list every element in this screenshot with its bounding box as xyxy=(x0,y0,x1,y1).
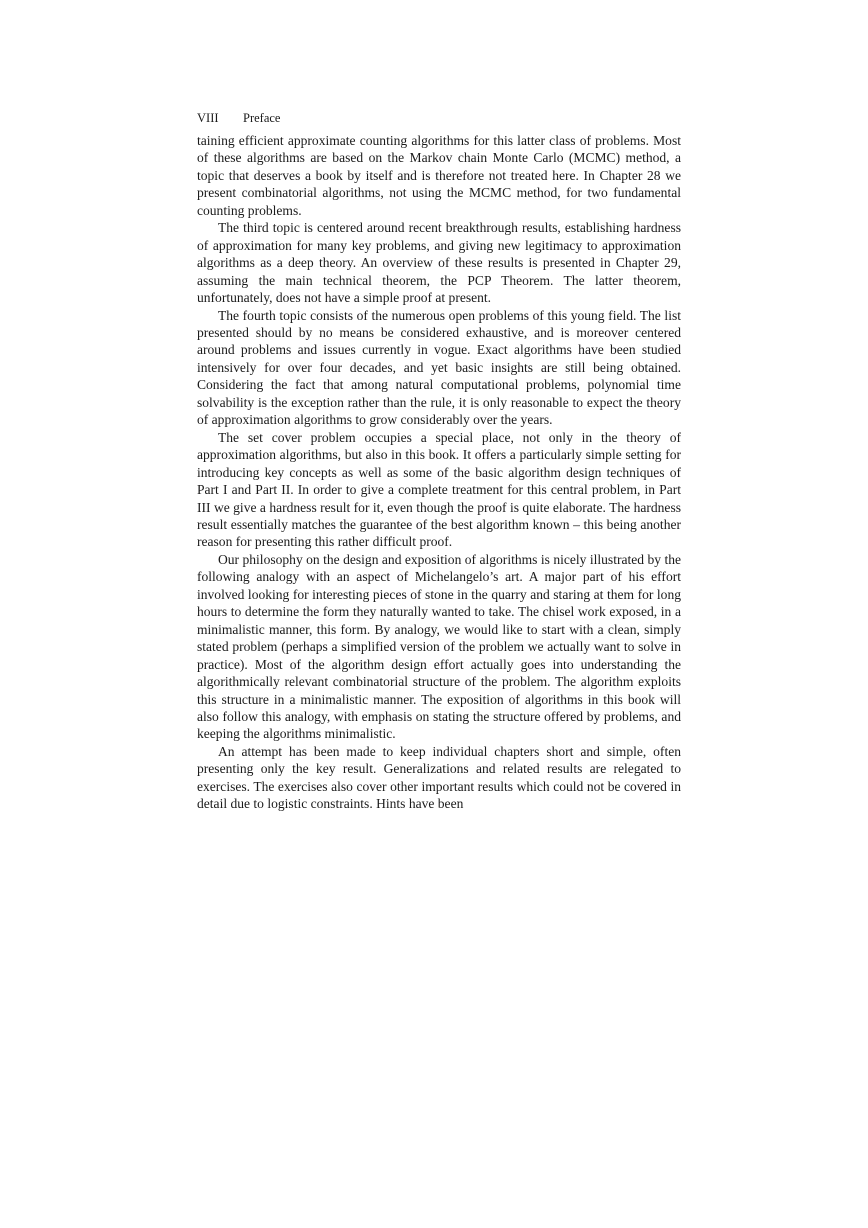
paragraph-philosophy: Our philosophy on the design and exposition of algorithms is nicely illustrated by the following analogy with an aspect of Michelangelo’s art. A major part of his effort involved looking for interesting pieces of stone in the quarry and staring at them for long hours to determine the form they naturally wanted to take. The chisel work exposed, in a minimalistic manner, this form. By analogy, we would like to start with a clean, simply stated problem (perhaps a simplified version of the problem we actually want to solve in practice). Most of the algorithm design effort actually goes into understanding the algorithmically relevant combinatorial structure of the problem. The algorithm exploits this structure in a minimalistic manner. The exposition of algorithms in this book will also follow this analogy, with emphasis on stating the structure offered by problems, and keeping the algorithms minimalistic. xyxy=(197,551,681,742)
running-head xyxy=(197,110,681,126)
paragraph-third-topic: The third topic is centered around recent breakthrough results, establishing hardness of approximation for many key problems, and giving new legitimacy to approximation algorithms as a deep theory. An overview of these results is presented in Chapter 29, assuming the main technical theorem, the PCP Theorem. The latter theorem, unfortunately, does not have a simple proof at present. xyxy=(197,220,681,306)
body-text xyxy=(197,132,681,813)
book-page xyxy=(197,110,681,813)
paragraph-continuation: taining efficient approximate counting algorithms for this latter class of problems. Most of these algorithms are based on the Markov chain Monte Carlo (MCMC) method, a topic that deserves a book by itself and is therefore not treated here. In Chapter 28 we present combinatorial algorithms, not using the MCMC method, for two fundamental counting problems. xyxy=(197,133,681,218)
section-title: Preface xyxy=(243,111,281,125)
paragraph-fourth-topic: The fourth topic consists of the numerous open problems of this young field. The list presented should by no means be considered exhaustive, and is moreover centered around problems and issues currently in vogue. Exact algorithms have been studied intensively for over four decades, and yet basic insights are still being obtained. Considering the fact that among natural computational problems, polynomial time solvability is the exception rather than the rule, it is only reasonable to expect the theory of approximation algorithms to grow considerably over the years. xyxy=(197,307,681,428)
paragraph-set-cover: The set cover problem occupies a special place, not only in the theory of approximation algorithms, but also in this book. It offers a particularly simple setting for introducing key concepts as well as some of the basic algorithm design techniques of Part I and Part II. In order to give a complete treatment for this central problem, in Part III we give a hardness result for it, even though the proof is quite elaborate. The hardness result essentially matches the guarantee of the best algorithm known – this being another reason for presenting this rather difficult proof. xyxy=(197,429,681,550)
page-number: VIII xyxy=(197,111,219,125)
paragraph-chapters: An attempt has been made to keep individual chapters short and simple, often presenting only the key result. Generalizations and related results are relegated to exercises. The exercises also cover other important results which could not be covered in detail due to logistic constraints. Hints have been xyxy=(197,743,681,812)
